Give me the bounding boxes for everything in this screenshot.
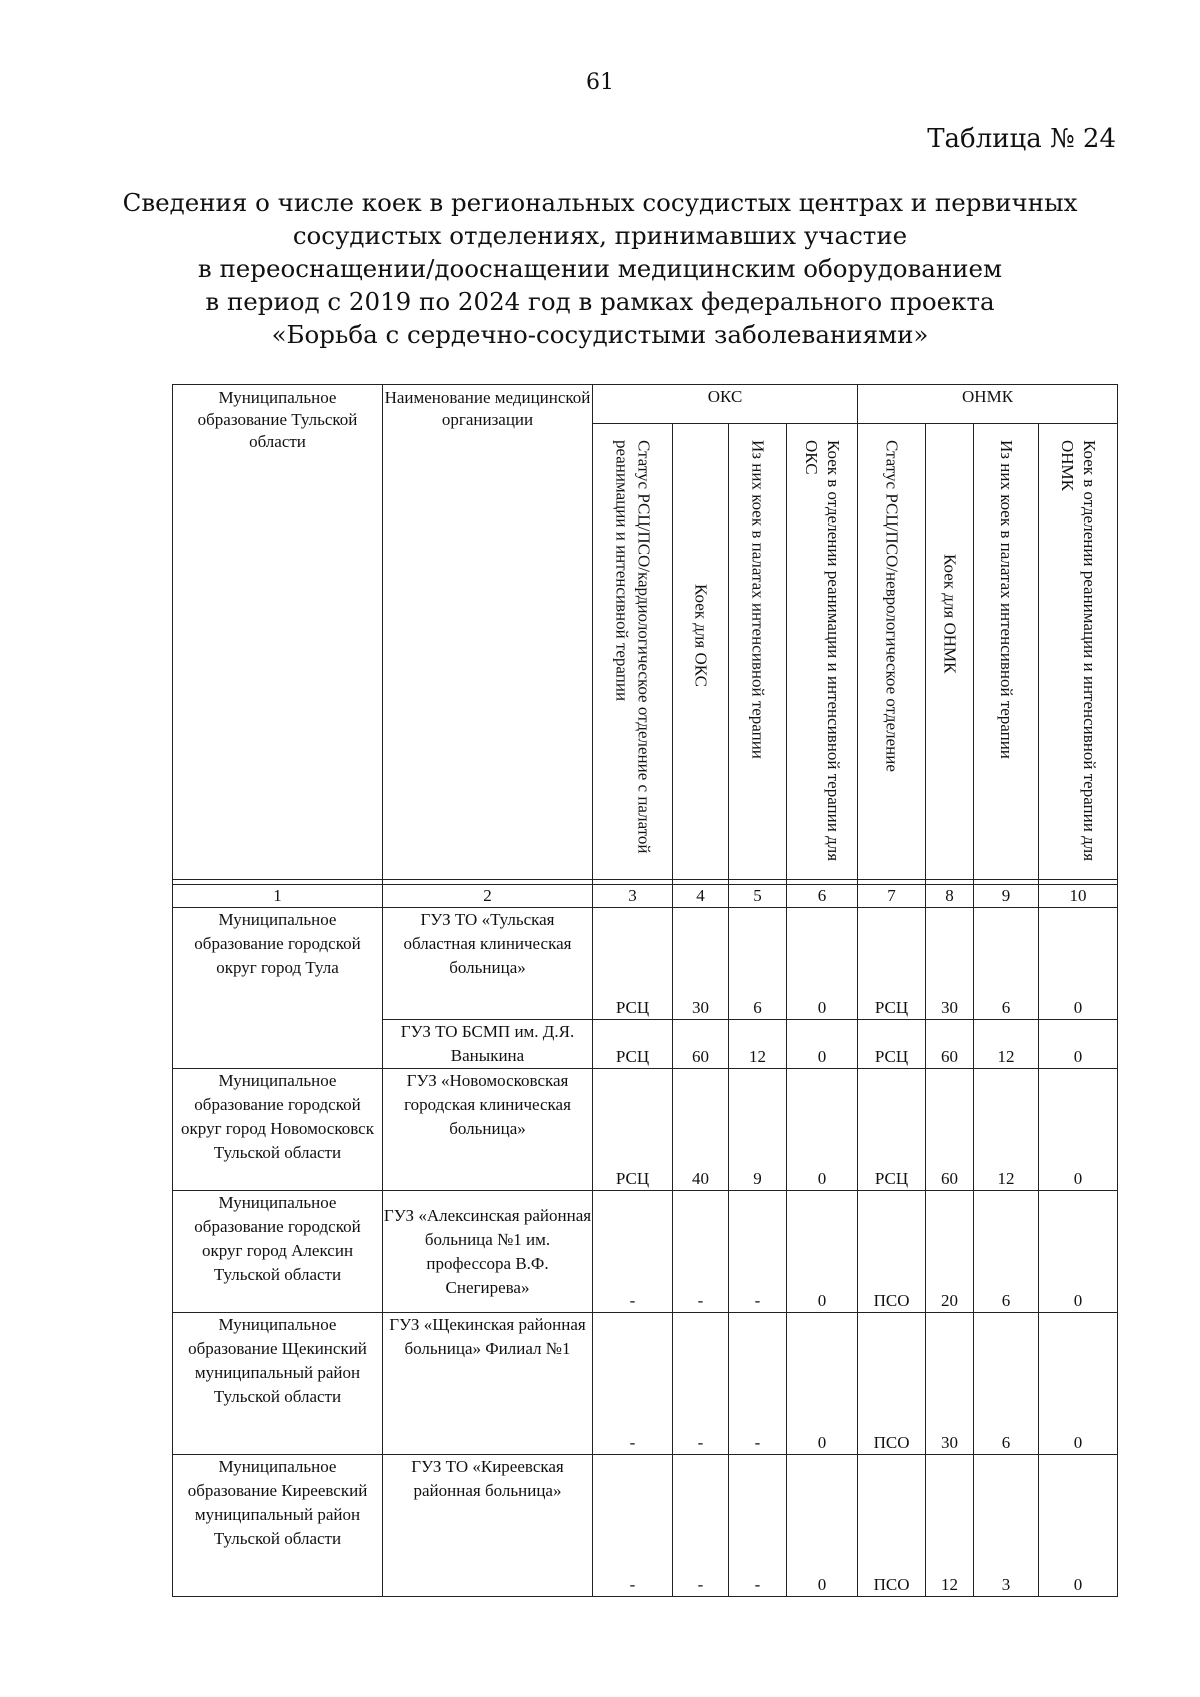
value-cell: 30 [926, 1313, 974, 1455]
value-cell: 12 [974, 1069, 1039, 1191]
value-cell: 30 [673, 908, 729, 1020]
value-cell: 60 [673, 1020, 729, 1069]
title-line: в период с 2019 по 2024 год в рамках федерального проекта [205, 287, 995, 316]
organization-cell: ГУЗ «Алексинская районная больница №1 им. профессора В.Ф. Снегирева» [383, 1191, 593, 1313]
value-cell: 30 [926, 908, 974, 1020]
value-cell: 9 [729, 1069, 787, 1191]
header-oks-icu-beds: Из них коек в палатах интенсивной терапии [729, 424, 787, 880]
value-cell: - [729, 1191, 787, 1313]
table-label: Таблица № 24 [927, 124, 1116, 154]
table-row [173, 908, 1118, 1020]
column-number: 8 [926, 885, 974, 908]
title-line: Сведения о числе коек в региональных сосудистых центрах и первичных [122, 188, 1078, 217]
value-cell: ПСО [858, 1313, 926, 1455]
title-line: в переоснащении/дооснащении медицинским оборудованием [197, 254, 1003, 283]
header-municipality: Муниципальное образование Тульской области [173, 385, 383, 880]
value-cell: 12 [729, 1020, 787, 1069]
value-cell: 0 [787, 908, 858, 1020]
value-cell: - [673, 1455, 729, 1597]
table-row [173, 1191, 1118, 1313]
header-onmk-reanim-beds: Коек в отделении реанимации и интенсивной терапии для ОНМК [1039, 424, 1118, 880]
value-cell: ПСО [858, 1455, 926, 1597]
table-row [173, 1069, 1118, 1191]
value-cell: РСЦ [593, 908, 673, 1020]
value-cell: РСЦ [593, 1020, 673, 1069]
value-cell: 6 [974, 1313, 1039, 1455]
value-cell: 40 [673, 1069, 729, 1191]
page-number: 61 [586, 70, 614, 95]
header-onmk-status: Статус РСЦ/ПСО/неврологическое отделение [858, 424, 926, 880]
municipality-cell: Муниципальное образование городской округ город Тула [173, 908, 383, 1069]
value-cell: 12 [974, 1020, 1039, 1069]
value-cell: 6 [974, 1191, 1039, 1313]
value-cell: 0 [787, 1069, 858, 1191]
value-cell: 6 [974, 908, 1039, 1020]
header-onmk-icu-beds: Из них коек в палатах интенсивной терапии [974, 424, 1039, 880]
value-cell: 20 [926, 1191, 974, 1313]
value-cell: РСЦ [858, 1020, 926, 1069]
value-cell: 0 [787, 1455, 858, 1597]
value-cell: - [729, 1455, 787, 1597]
value-cell: 12 [926, 1455, 974, 1597]
header-organization: Наименование медицинской организации [383, 385, 593, 880]
column-number: 5 [729, 885, 787, 908]
value-cell: РСЦ [858, 1069, 926, 1191]
organization-cell: ГУЗ «Новомосковская городская клиническая больница» [383, 1069, 593, 1191]
organization-cell: ГУЗ «Щекинская районная больница» Филиал №1 [383, 1313, 593, 1455]
value-cell: 0 [1039, 1191, 1118, 1313]
value-cell: РСЦ [593, 1069, 673, 1191]
header-oks-reanim-beds: Коек в отделении реанимации и интенсивной терапии для ОКС [787, 424, 858, 880]
municipality-cell: Муниципальное образование Щекинский муниципальный район Тульской области [173, 1313, 383, 1455]
value-cell: - [729, 1313, 787, 1455]
value-cell: 3 [974, 1455, 1039, 1597]
column-number: 1 [173, 885, 383, 908]
beds-table [172, 384, 1118, 1597]
column-number: 2 [383, 885, 593, 908]
municipality-cell: Муниципальное образование городской округ город Новомосковск Тульской области [173, 1069, 383, 1191]
value-cell: 0 [1039, 1455, 1118, 1597]
column-number: 9 [974, 885, 1039, 908]
value-cell: 0 [787, 1191, 858, 1313]
value-cell: - [593, 1313, 673, 1455]
header-oks-beds: Коек для ОКС [673, 424, 729, 880]
column-number: 10 [1039, 885, 1118, 908]
value-cell: - [673, 1313, 729, 1455]
value-cell: - [673, 1191, 729, 1313]
value-cell: 0 [1039, 1313, 1118, 1455]
header-oks-group: ОКС [593, 385, 858, 424]
column-number: 3 [593, 885, 673, 908]
municipality-cell: Муниципальное образование Киреевский муниципальный район Тульской области [173, 1455, 383, 1597]
column-number: 4 [673, 885, 729, 908]
value-cell: 60 [926, 1069, 974, 1191]
table-row [173, 1313, 1118, 1455]
value-cell: 0 [1039, 908, 1118, 1020]
organization-cell: ГУЗ ТО «Тульская областная клиническая больница» [383, 908, 593, 1020]
value-cell: - [593, 1455, 673, 1597]
value-cell: - [593, 1191, 673, 1313]
value-cell: РСЦ [858, 908, 926, 1020]
column-number: 7 [858, 885, 926, 908]
column-number: 6 [787, 885, 858, 908]
value-cell: ПСО [858, 1191, 926, 1313]
value-cell: 60 [926, 1020, 974, 1069]
municipality-cell: Муниципальное образование городской округ город Алексин Тульской области [173, 1191, 383, 1313]
value-cell: 0 [787, 1020, 858, 1069]
organization-cell: ГУЗ ТО БСМП им. Д.Я. Ваныкина [383, 1020, 593, 1069]
organization-cell: ГУЗ ТО «Киреевская районная больница» [383, 1455, 593, 1597]
title-line: сосудистых отделениях, принимавших участие [292, 221, 908, 250]
table-row [173, 1455, 1118, 1597]
title-line: «Борьба с сердечно-сосудистыми заболеваниями» [271, 320, 929, 349]
column-number-row [173, 885, 1118, 908]
value-cell: 0 [787, 1313, 858, 1455]
header-oks-status: Статус РСЦ/ПСО/кардиологическое отделение с палатой реанимации и интенсивной терапии [593, 424, 673, 880]
document-title [120, 186, 1080, 351]
header-onmk-beds: Коек для ОНМК [926, 424, 974, 880]
value-cell: 6 [729, 908, 787, 1020]
header-onmk-group: ОНМК [858, 385, 1118, 424]
value-cell: 0 [1039, 1020, 1118, 1069]
value-cell: 0 [1039, 1069, 1118, 1191]
